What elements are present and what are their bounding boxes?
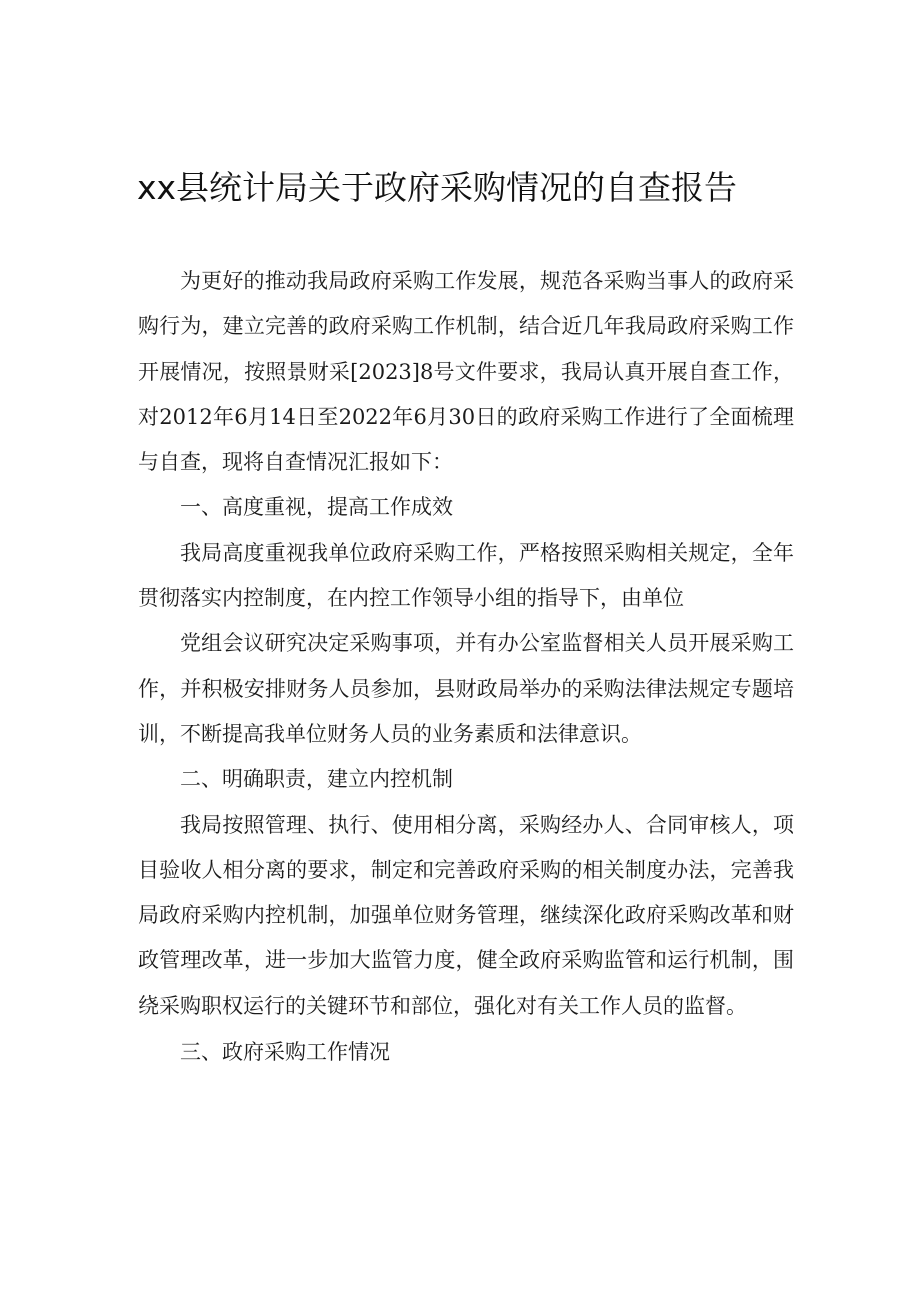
section-1-paragraph-2: 党组会议研究决定采购事项，并有办公室监督相关人员开展采购工作，并积极安排财务人员参加，县财政局举办的采购法律法规定专题培训，不断提高我单位财务人员的业务素质和法律意识。 [138,631,794,746]
section-1-paragraph-1: 我局高度重视我单位政府采购工作，严格按照采购相关规定，全年贯彻落实内控制度，在内控工作领导小组的指导下，由单位 [138,540,794,611]
document-body [138,259,794,1075]
section-2-paragraph-1: 我局按照管理、执行、使用相分离，采购经办人、合同审核人，项目验收人相分离的要求，制定和完善政府采购的相关制度办法，完善我局政府采购内控机制，加强单位财务管理，继续深化政府采购改革和财政管理改革，进一步加大监管力度，健全政府采购监管和运行机制，围绕采购职权运行的关键环节和部位，强化对有关工作人员的监督。 [138,812,794,1018]
section-heading-2: 二、明确职责，建立内控机制 [180,767,453,792]
section-heading-3: 三、政府采购工作情况 [180,1040,390,1065]
intro-paragraph: 为更好的推动我局政府采购工作发展，规范各采购当事人的政府采购行为，建立完善的政府采购工作机制，结合近几年我局政府采购工作开展情况，按照景财采[2023]8号文件要求，我局认真开展自查工作，对2012年6月14日至2022年6月30日的政府采购工作进行了全面梳理与自查，现将自查情况汇报如下： [138,269,794,475]
section-heading-1: 一、高度重视，提高工作成效 [180,495,453,520]
document-title: xx县统计局关于政府采购情况的自查报告 [137,168,738,207]
